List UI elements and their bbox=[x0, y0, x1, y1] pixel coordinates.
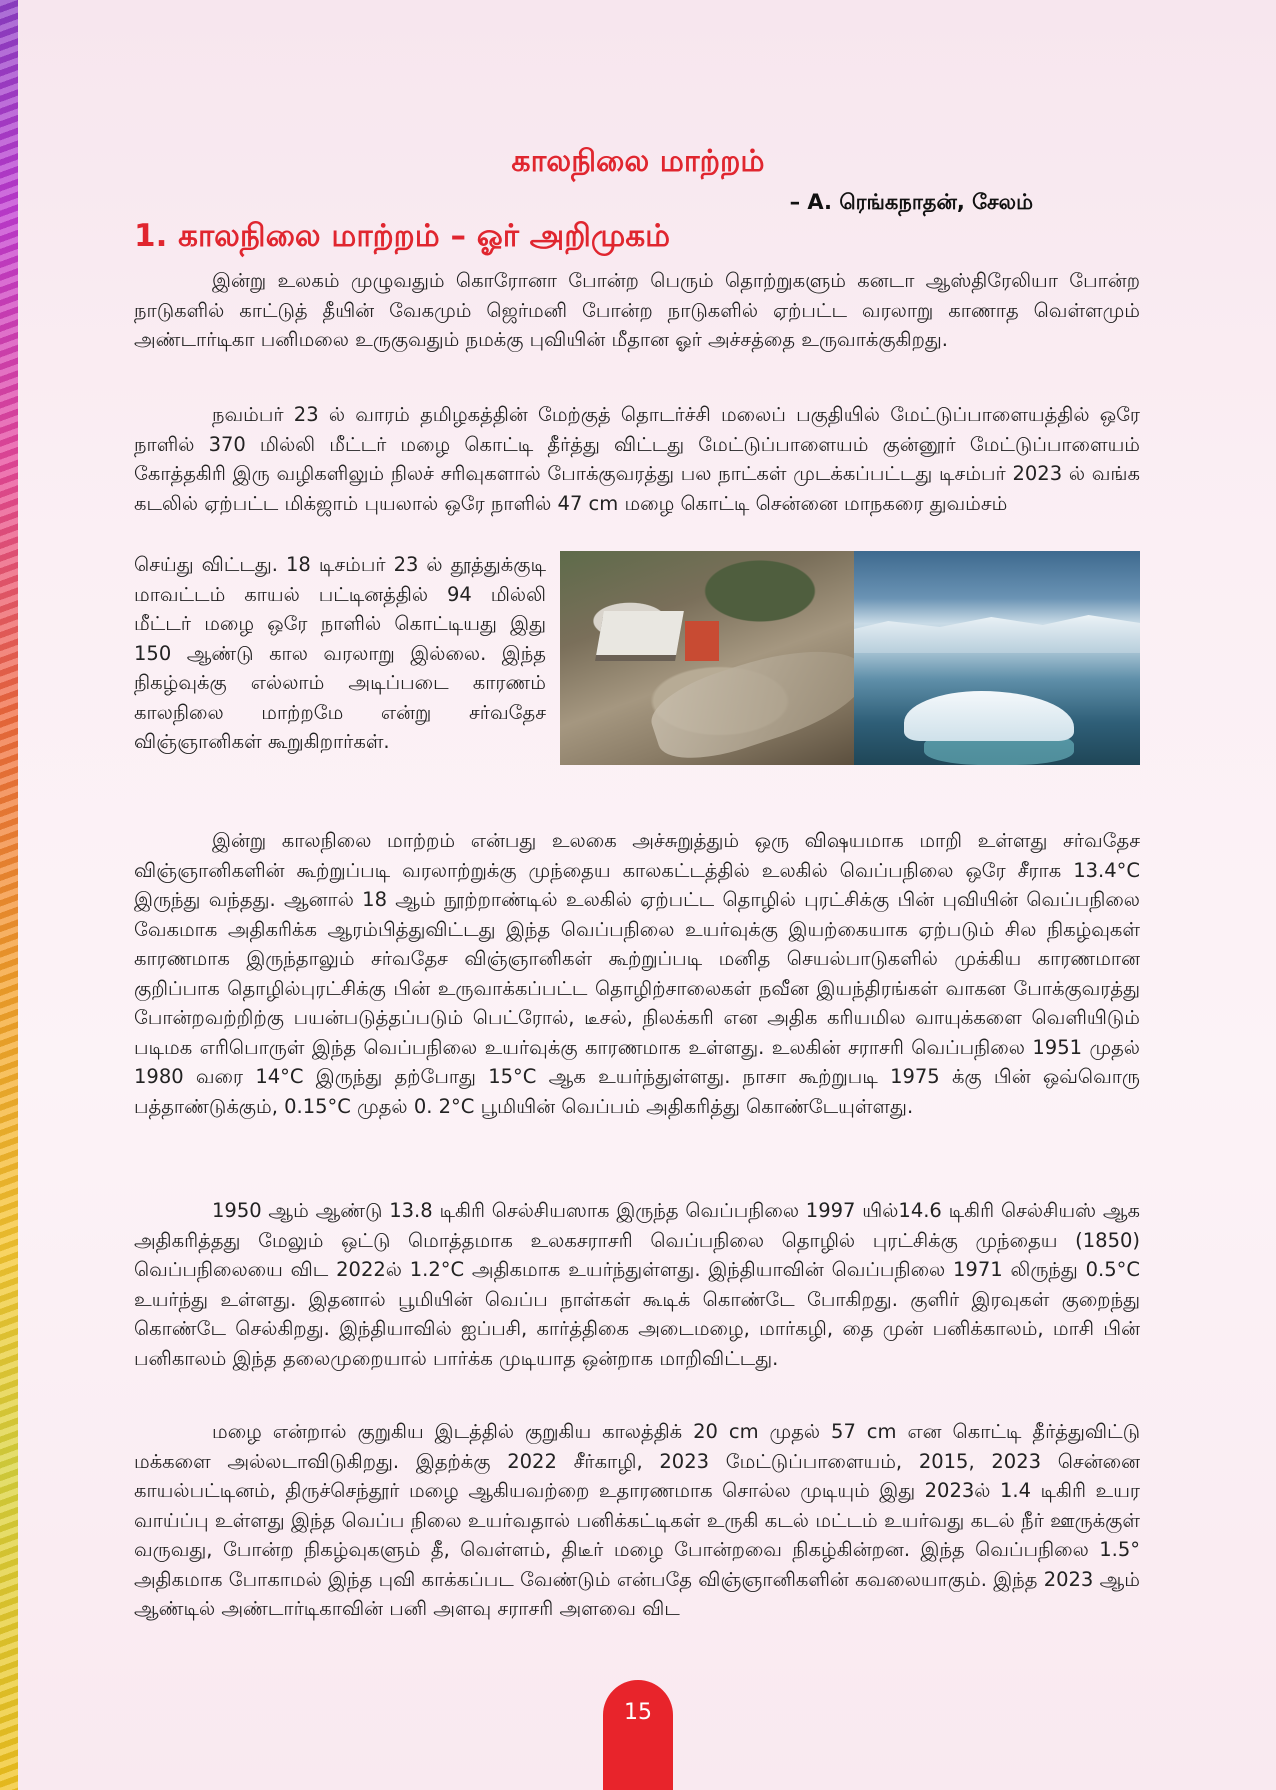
decorative-side-stripe bbox=[0, 0, 18, 1790]
section-heading: 1. காலநிலை மாற்றம் – ஓர் அறிமுகம் bbox=[134, 218, 671, 254]
flood-photo bbox=[560, 551, 854, 765]
article-photos bbox=[560, 551, 1140, 765]
paragraph-1: இன்று உலகம் முழுவதும் கொரோனா போன்ற பெரும் தொற்றுகளும் கனடா ஆஸ்திரேலியா போன்ற நாடுகளில் காட்டுத் தீயின் வேகமும் ஜெர்மனி போன்ற நாடுகளில் ஏற்பட்ட வரலாறு காணாத வெள்ளமும் அண்டார்டிகா பனிமலை உருகுவதும் நமக்கு புவியின் மீதான ஓர் அச்சத்தை உருவாக்குகிறது. bbox=[134, 269, 1140, 351]
paragraph-4: 1950 ஆம் ஆண்டு 13.8 டிகிரி செல்சியஸாக இருந்த வெப்பநிலை 1997 யில்14.6 டிகிரி செல்சியஸ் ஆக அதிகரித்தது மேலும் ஒட்டு மொத்தமாக உலகசராசரி வெப்பநிலை தொழில் புரட்சிக்கு முந்தைய (1850) வெப்பநிலையை விட 2022ல் 1.2°C அதிகமாக உயர்ந்துள்ளது. இந்தியாவின் வெப்பநிலை 1971 லிருந்து 0.5°C உயர்ந்து உள்ளது. இதனால் பூமியின் வெப்ப நாள்கள் கூடிக் கொண்டே போகிறது. குளிர் இரவுகள் குறைந்து கொண்டே செல்கிறது. இந்தியாவில் ஐப்பசி, கார்த்திகை அடைமழை, மார்கழி, தை முன் பனிக்காலம், மாசி பின் பனிகாலம் இந்த தலைமுறையால் பார்க்க முடியாத ஒன்றாக மாறிவிட்டது. bbox=[134, 1199, 1140, 1370]
iceberg-photo bbox=[854, 551, 1140, 765]
page-number-tab bbox=[603, 1680, 673, 1790]
paragraph-3: இன்று காலநிலை மாற்றம் என்பது உலகை அச்சுறுத்தும் ஒரு விஷயமாக மாறி உள்ளது சர்வதேச விஞ்ஞானிகளின் கூற்றுப்படி வரலாற்றுக்கு முந்தைய காலகட்டத்தில் உலகில் வெப்பநிலை ஒரே சீராக 13.4°C இருந்து வந்தது. ஆனால் 18 ஆம் நூற்றாண்டில் உலகில் ஏற்பட்ட தொழில் புரட்சிக்கு பின் புவியின் வெப்பநிலை வேகமாக அதிகரிக்க ஆரம்பித்துவிட்டது இந்த வெப்பநிலை உயர்வுக்கு இயற்கையாக ஏற்படும் சில நிகழ்வுகள் காரணமாக இருந்தாலும் சர்வதேச விஞ்ஞானிகள் கூற்றுப்படி மனித செயல்பாடுகளில் முக்கிய காரணமான குறிப்பாக தொழில்புரட்சிக்கு பின் உருவாக்கப்பட்ட தொழிற்சாலைகள் நவீன இயந்திரங்கள் வாகன போக்குவரத்து போன்றவற்றிற்கு பயன்படுத்தப்படும் பெட்ரோல், டீசல், நிலக்கரி என அதிக கரியமில வாயுக்களை வெளியிடும் படிமக எரிபொருள் இந்த வெப்பநிலை உயர்வுக்கு காரணமாக உள்ளது. உலகின் சராசரி வெப்பநிலை 1951 முதல் 1980 வரை 14°C இருந்து தற்போது 15°C ஆக உயர்ந்துள்ளது. நாசா கூற்றுபடி 1975 க்கு பின் ஒவ்வொரு பத்தாண்டுக்கும், 0.15°C முதல் 0. 2°C பூமியின் வெப்பம் அதிகரித்து கொண்டேயுள்ளது. bbox=[134, 829, 1140, 1118]
paragraph-2-continued: செய்து விட்டது. 18 டிசம்பர் 23 ல் தூத்துக்குடி மாவட்டம் காயல் பட்டினத்தில் 94 மில்லி மீட்டர் மழை ஒரே நாளில் கொட்டியது இது 150 ஆண்டு கால வரலாறு இல்லை. இந்த நிகழ்வுக்கு எல்லாம் அடிப்படை காரணம் காலநிலை மாற்றமே என்று சர்வதேச விஞ்ஞானிகள் கூறுகிறார்கள். bbox=[134, 553, 546, 753]
page-title: காலநிலை மாற்றம் bbox=[511, 144, 765, 179]
page-number: 15 bbox=[624, 1700, 652, 1725]
author-credit: – A. ரெங்கநாதன், சேலம் bbox=[789, 190, 1033, 214]
paragraph-5: மழை என்றால் குறுகிய இடத்தில் குறுகிய காலத்திக் 20 cm முதல் 57 cm என கொட்டி தீர்த்துவிட்டு மக்களை அல்லடாவிடுகிறது. இதற்க்கு 2022 சீர்காழி, 2023 மேட்டுப்பாளையம், 2015, 2023 சென்னை காயல்பட்டினம், திருச்செந்தூர் மழை ஆகியவற்றை உதாரணமாக சொல்ல முடியும் இது 2023ல் 1.4 டிகிரி உயர வாய்ப்பு உள்ளது இந்த வெப்ப நிலை உயர்வதால் பனிக்கட்டிகள் உருகி கடல் மட்டம் உயர்வது கடல் நீர் ஊருக்குள் வருவது, போன்ற நிகழ்வுகளும் தீ, வெள்ளம், திடீர் மழை போன்றவை நிகழ்கின்றன. இந்த வெப்பநிலை 1.5° அதிகமாக போகாமல் இந்த புவி காக்கப்பட வேண்டும் என்பதே விஞ்ஞானிகளின் கவலையாகும். இந்த 2023 ஆம் ஆண்டில் அண்டார்டிகாவின் பனி அளவு சராசரி அளவை விட bbox=[134, 1420, 1140, 1620]
paragraph-2: நவம்பர் 23 ல் வாரம் தமிழகத்தின் மேற்குத் தொடர்ச்சி மலைப் பகுதியில் மேட்டுப்பாளையத்தில் ஒரே நாளில் 370 மில்லி மீட்டர் மழை கொட்டி தீர்த்து விட்டது மேட்டுப்பாளையம் குன்னூர் மேட்டுப்பாளையம் கோத்தகிரி இரு வழிகளிலும் நிலச் சரிவுகளால் போக்குவரத்து பல நாட்கள் முடக்கப்பட்டது டிசம்பர் 2023 ல் வங்க கடலில் ஏற்பட்ட மிக்ஜாம் புயலால் ஒரே நாளில் 47 cm மழை கொட்டி சென்னை மாநகரை துவம்சம் bbox=[134, 403, 1140, 515]
